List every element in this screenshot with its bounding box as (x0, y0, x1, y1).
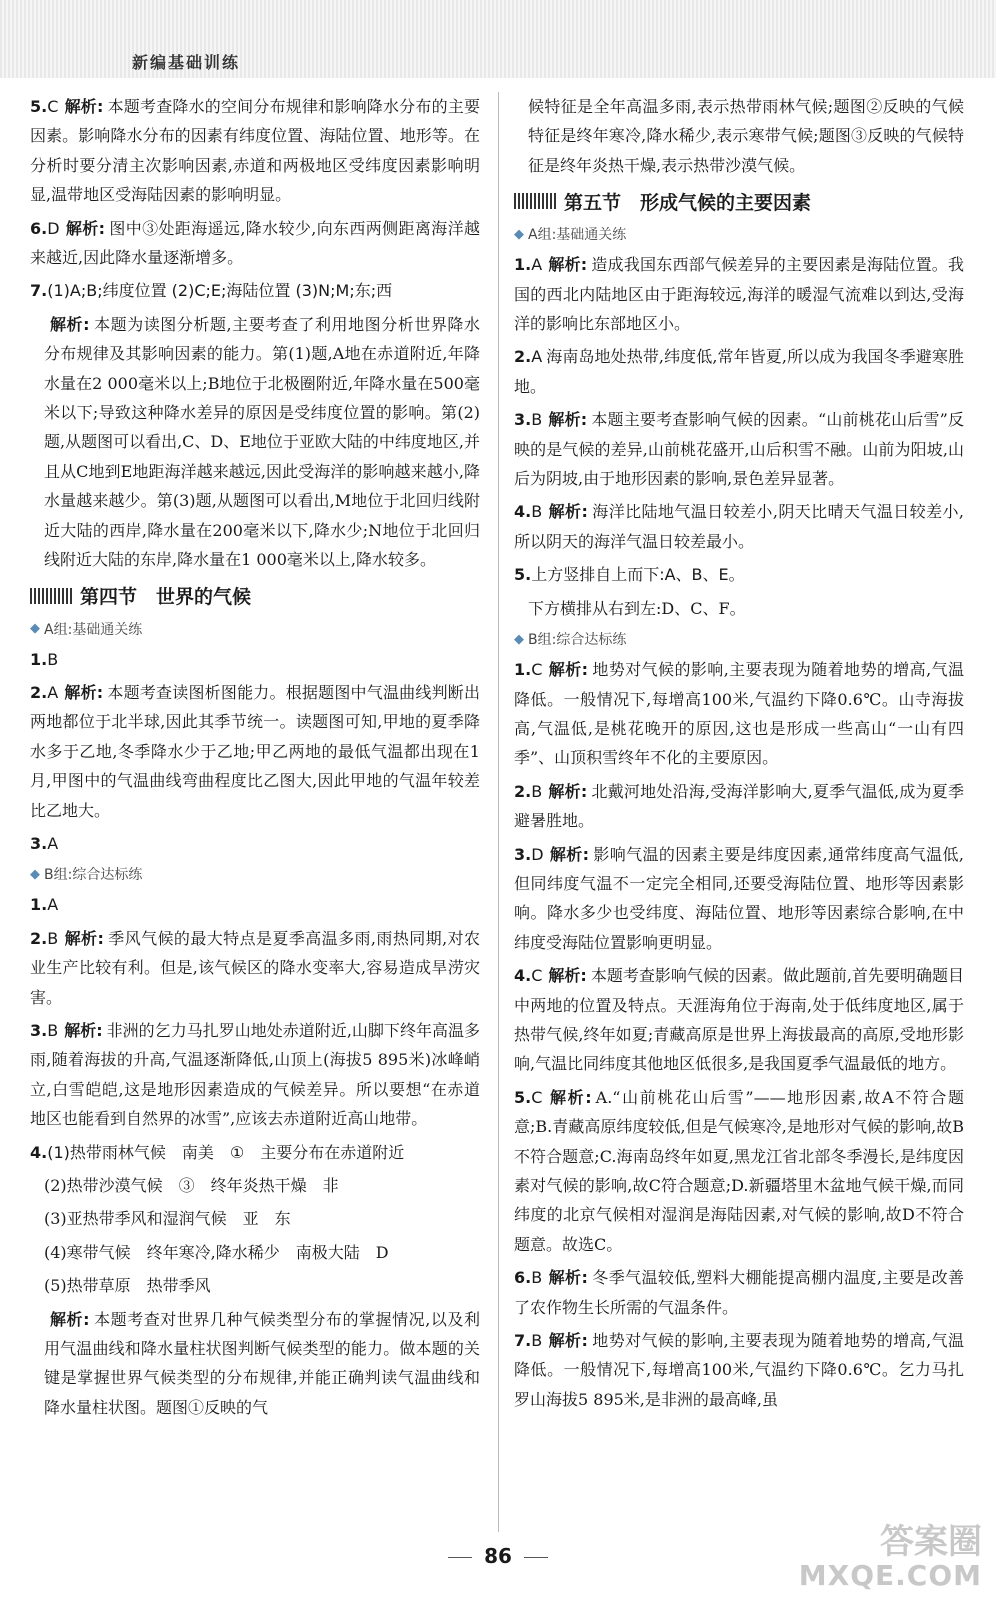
watermark-url: MXQE.COM (798, 1558, 982, 1592)
group-title: B组:综合达标练 (44, 867, 143, 884)
analysis-tag: 解析: (65, 218, 106, 238)
section-bars-icon (30, 588, 72, 604)
answer-text: 地势对气候的影响,主要表现为随着地势的增高,气温降低。一般情况下,每增高100米,气温约下降0.6℃。乞力马扎罗山海拔5 895米,是非洲的最高峰,虽 (514, 1331, 964, 1409)
analysis-tag: 解析: (548, 966, 587, 986)
analysis-tag: 解析: (548, 781, 588, 801)
diamond-icon: ◆ (514, 226, 524, 242)
answer-paragraph (30, 276, 480, 305)
section-heading (514, 186, 964, 216)
answer-choice: C (47, 97, 59, 116)
diamond-icon: ◆ (30, 621, 40, 636)
question-number: 3. (514, 844, 532, 864)
page-number-dash-left (448, 1557, 472, 1558)
answer-paragraph (514, 250, 964, 338)
answer-paragraph (30, 214, 480, 273)
answer-paragraph (30, 1271, 480, 1300)
question-number: 2. (514, 347, 532, 367)
question-number: 3. (514, 410, 532, 430)
question-number: 1. (30, 895, 48, 915)
question-number: 3. (30, 833, 48, 853)
answer-paragraph (30, 829, 480, 858)
analysis-tag: 解析: (50, 1309, 90, 1329)
answer-text: 本题为读图分析题,主要考查了利用地图分析世界降水分布规律及其影响因素的能力。第(1)题,A地在赤道附近,年降水量在2 000毫米以上;B地位于北极圈附近,年降水量在500毫米以下;导致这种降水差异的原因是受纬度位置的影响。第(2)题,从题图可以看出,C、D、E地位于亚欧大陆的中纬度地区,并且从C地到E地距海洋越来越远,因此受海洋的影响越来越小,降水量越来越少。第(3)题,从题图可以看出,M地位于北回归线附近大陆的西岸,降水量在200毫米以下,降水少;N地位于北回归线附近大陆的东岸,降水量在1 000毫米以上,降水较多。 (44, 314, 481, 570)
answer-paragraph (514, 655, 964, 773)
analysis-tag: 解析: (548, 410, 588, 430)
answer-choice: B (531, 410, 543, 430)
answer-text: A.“山前桃花山后雪”——地形因素,故A不符合题意;B.青藏高原纬度较低,但是气候寒冷,是地形对气候的影响,故B不符合题意;C.海南岛终年如夏,黑龙江省北部冬季漫长,是纬度因素对气候的影响,故C符合题意;D.新疆塔里木盆地气候干燥,而同纬度的北京气候相对湿润是海陆因素,对气候的影响,故D不符合题意。故选C。 (514, 1087, 964, 1254)
analysis-tag: 解析: (548, 502, 588, 522)
answer-text: 图中③处距海遥远,降水较少,向东西两侧距离海洋越来越近,因此降水量逐渐增多。 (30, 218, 480, 268)
group-title: A组:基础通关练 (44, 621, 143, 638)
answer-text: 影响气温的因素主要是纬度因素,通常纬度高气温低,但同纬度气温不一定完全相同,还要受海陆位置、地形等因素影响。降水多少也受纬度、海陆位置、地形等因素综合影响,在中纬度受海陆位置影响更明显。 (514, 844, 964, 952)
page-number-dash-right (524, 1557, 548, 1558)
section-heading (30, 581, 480, 611)
section-bars-icon (514, 193, 556, 209)
question-number: 1. (514, 660, 532, 680)
question-number: 5. (30, 97, 48, 116)
diamond-icon: ◆ (30, 866, 40, 882)
answer-choice: A (531, 255, 543, 275)
analysis-tag: 解析: (64, 682, 104, 702)
answer-text: 海南岛地处热带,纬度低,常年皆夏,所以成为我国冬季避寒胜地。 (514, 347, 964, 396)
answer-text: 本题考查降水的空间分布规律和影响降水分布的主要因素。影响降水分布的因素有纬度位置、海陆位置、地形等。在分析时要分清主次影响因素,赤道和两极地区受纬度因素影响明显,温带地区受海陆因素的影响明显。 (30, 97, 480, 205)
question-number: 3. (30, 1020, 48, 1040)
question-number: 4. (514, 966, 532, 986)
answer-paragraph (514, 777, 964, 836)
answer-choice: D (47, 218, 60, 238)
answer-paragraph (30, 1305, 480, 1423)
answer-text: 造成我国东西部气候差异的主要因素是海陆位置。我国的西北内陆地区由于距海较远,海洋的暖湿气流难以到达,受海洋的影响比东部地区小。 (514, 255, 964, 334)
answer-choice: D (531, 844, 544, 864)
answer-paragraph (514, 560, 964, 589)
question-number: 1. (514, 255, 532, 275)
answer-choice: C (531, 660, 543, 680)
question-number: 5. (514, 1087, 532, 1107)
answer-text: 下方横排从右到左:D、C、F。 (528, 598, 746, 618)
group-heading (30, 862, 480, 886)
analysis-tag: 解析: (548, 1087, 592, 1107)
answer-paragraph (30, 1238, 480, 1267)
answer-paragraph (30, 924, 480, 1012)
answer-choice: B (47, 1020, 59, 1040)
left-column (30, 92, 480, 1426)
question-number: 6. (514, 1268, 532, 1288)
group-heading (30, 617, 480, 641)
question-number: 1. (30, 649, 48, 669)
answer-paragraph (514, 840, 964, 958)
answer-choice: B (531, 502, 543, 522)
answer-choice: B (47, 649, 59, 669)
question-number: 7. (514, 1331, 532, 1351)
watermark (798, 1521, 982, 1592)
question-number: 4. (30, 1142, 48, 1162)
answer-text: 本题考查读图析图能力。根据题图中气温曲线判断出两地都位于北半球,因此其季节统一。读题图可知,甲地的夏季降水多于乙地,冬季降水少于乙地;甲乙两地的最低气温都出现在1月,甲图中的气温曲线弯曲程度比乙图大,因此甲地的气温年较差比乙地大。 (30, 682, 480, 820)
question-number: 2. (30, 682, 48, 702)
answer-paragraph (30, 1138, 480, 1167)
answer-paragraph (514, 1083, 964, 1259)
answer-choice: B (531, 781, 543, 801)
answer-text: (2)热带沙漠气候 ③ 终年炎热干燥 非 (44, 1176, 339, 1195)
answer-paragraph (514, 92, 964, 180)
answer-choice: C (531, 966, 543, 986)
answer-choice: B (531, 1268, 543, 1288)
answer-paragraph (30, 890, 480, 919)
group-heading (514, 222, 964, 246)
answer-choice: B (531, 1331, 543, 1351)
answer-paragraph (514, 594, 964, 623)
answer-paragraph (30, 92, 480, 210)
watermark-text: 答案圈 (880, 1521, 982, 1562)
analysis-tag: 解析: (548, 1268, 588, 1288)
question-number: 2. (514, 781, 532, 801)
answer-paragraph (30, 1171, 480, 1200)
group-title: A组:基础通关练 (528, 227, 627, 244)
section-title: 第四节 世界的气候 (80, 586, 252, 608)
answer-paragraph (514, 1326, 964, 1414)
answer-paragraph (30, 678, 480, 825)
answer-text: 候特征是全年高温多雨,表示热带雨林气候;题图②反映的气候特征是终年寒冷,降水稀少,表示寒带气候;题图③反映的气候特征是终年炎热干燥,表示热带沙漠气候。 (528, 97, 964, 175)
answer-text: (3)亚热带季风和湿润气候 亚 东 (44, 1209, 291, 1229)
answer-choice: A (531, 347, 543, 367)
answer-choice: (1)热带雨林气候 南美 ① 主要分布在赤道附近 (47, 1142, 405, 1162)
question-number: 6. (30, 218, 48, 238)
analysis-tag: 解析: (548, 1331, 588, 1351)
answer-choice: 上方竖排自上而下:A、B、E。 (531, 565, 745, 585)
answer-text: 本题主要考查影响气候的因素。“山前桃花山后雪”反映的是气候的差异,山前桃花盛开,山后积雪不融。山前为阳坡,山后为阴坡,由于地形因素的影响,景色差异显著。 (514, 410, 964, 489)
answer-paragraph (514, 405, 964, 493)
page-number-text: 86 (484, 1544, 512, 1568)
analysis-tag: 解析: (64, 1020, 103, 1040)
answer-choice: B (47, 928, 59, 948)
answer-paragraph (514, 961, 964, 1079)
answer-text: (4)寒带气候 终年寒冷,降水稀少 南极大陆 D (44, 1242, 389, 1262)
answer-choice: A (47, 895, 59, 915)
answer-paragraph (30, 310, 480, 575)
answer-paragraph (514, 1263, 964, 1322)
group-title: B组:综合达标练 (528, 632, 627, 649)
answer-paragraph (514, 342, 964, 401)
answer-choice: (1)A;B;纬度位置 (2)C;E;海陆位置 (3)N;M;东;西 (47, 281, 393, 301)
answer-paragraph (514, 497, 964, 556)
analysis-tag: 解析: (549, 844, 590, 864)
question-number: 5. (514, 565, 532, 585)
analysis-tag: 解析: (64, 928, 104, 948)
answer-text: 地势对气候的影响,主要表现为随着地势的增高,气温降低。一般情况下,每增高100米,气温约下降0.6℃。山寺海拔高,气温低,是桃花晚开的原因,这也是形成一些高山“一山有四季”、山顶积雪终年不化的主要原因。 (514, 660, 964, 768)
answer-choice: A (47, 833, 59, 853)
question-number: 4. (514, 502, 532, 522)
header-title: 新编基础训练 (132, 53, 241, 72)
diamond-icon: ◆ (514, 631, 524, 647)
analysis-tag: 解析: (548, 255, 588, 275)
answer-text: 本题考查对世界几种气候类型分布的掌握情况,以及利用气温曲线和降水量柱状图判断气候类型的能力。做本题的关键是掌握世界气候类型的分布规律,并能正确判读气温曲线和降水量柱状图。题图①反映的气 (44, 1309, 480, 1417)
answer-paragraph (30, 645, 480, 674)
answer-paragraph (30, 1204, 480, 1233)
analysis-tag: 解析: (548, 660, 589, 680)
answer-text: 非洲的乞力马扎罗山地处赤道附近,山脚下终年高温多雨,随着海拔的升高,气温逐渐降低,山顶上(海拔5 895米)冰峰峭立,白雪皑皑,这是地形因素造成的气候差异。所以要想“在赤道地区也能看到自然界的冰雪”,应该去赤道附近高山地带。 (30, 1020, 480, 1129)
question-number: 7. (30, 281, 48, 301)
answer-text: 季风气候的最大特点是夏季高温多雨,雨热同期,对农业生产比较有利。但是,该气候区的降水变率大,容易造成旱涝灾害。 (30, 928, 480, 1007)
column-divider (498, 92, 499, 1532)
answer-text: 冬季气温较低,塑料大棚能提高棚内温度,主要是改善了农作物生长所需的气温条件。 (514, 1268, 964, 1317)
answer-choice: A (47, 682, 59, 702)
analysis-tag: 解析: (50, 314, 90, 334)
answer-text: 海洋比陆地气温日较差小,阴天比晴天气温日较差小,所以阴天的海洋气温日较差最小。 (514, 502, 964, 551)
answer-paragraph (30, 1016, 480, 1134)
right-column (514, 92, 964, 1418)
analysis-tag: 解析: (64, 97, 104, 116)
question-number: 2. (30, 928, 48, 948)
answer-text: (5)热带草原 热带季风 (44, 1276, 211, 1296)
answer-choice: C (531, 1087, 543, 1107)
answer-text: 本题考查影响气候的因素。做此题前,首先要明确题目中两地的位置及特点。天涯海角位于海南,处于低纬度地区,属于热带气候,终年如夏;青藏高原是世界上海拔最高的高原,受地形影响,气温比同纬度其他地区低很多,是我国夏季气温最低的地方。 (514, 966, 964, 1074)
section-title: 第五节 形成气候的主要因素 (564, 191, 812, 214)
group-heading (514, 627, 964, 651)
answer-text: 北戴河地处沿海,受海洋影响大,夏季气温低,成为夏季避暑胜地。 (514, 781, 964, 831)
